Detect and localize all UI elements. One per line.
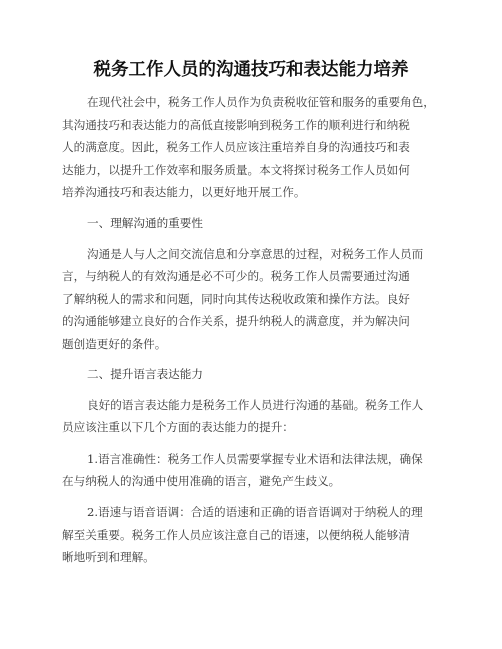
section1-line-2: 言，与纳税人的有效沟通是必不可少的。税务工作人员需要通过沟通 (62, 269, 410, 283)
section1-line-3: 了解纳税人的需求和问题，同时向其传达税收政策和操作方法。良好 (62, 292, 410, 306)
intro-line-1: 在现代社会中，税务工作人员作为负责税收征管和服务的重要角色， (87, 95, 435, 109)
section1-line-4: 的沟通能够建立良好的合作关系，提升纳税人的满意度，并为解决问 (62, 314, 410, 328)
section-heading-2: 二、提升语言表达能力 (87, 367, 203, 381)
section1-line-5: 题创造更好的条件。 (62, 337, 167, 351)
section1-line-1: 沟通是人与人之间交流信息和分享意思的过程，对税务工作人员而 (87, 247, 424, 261)
section-heading-1: 一、理解沟通的重要性 (87, 216, 203, 230)
intro-line-3: 人的满意度。因此，税务工作人员应该注重培养自身的沟通技巧和表 (62, 140, 410, 154)
intro-line-2: 其沟通技巧和表达能力的高低直接影响到税务工作的顺利进行和纳税 (62, 118, 410, 132)
section2-para1-line-2: 员应该注重以下几个方面的表达能力的提升： (62, 420, 294, 434)
section2-item1-line-1: 1.语言准确性：税务工作人员需要掌握专业术语和法律法规，确保 (87, 452, 423, 466)
document-title: 税务工作人员的沟通技巧和表达能力培养 (93, 60, 409, 80)
section2-item2-line-3: 晰地听到和理解。 (62, 550, 155, 564)
section2-para1-line-1: 良好的语言表达能力是税务工作人员进行沟通的基础。税务工作人 (87, 398, 424, 412)
intro-line-4: 达能力，以提升工作效率和服务质量。本文将探讨税务工作人员如何 (62, 163, 410, 177)
section2-item2-line-2: 解至关重要。税务工作人员应该注意自己的语速，以便纳税人能够清 (62, 528, 410, 542)
section2-item1-line-2: 在与纳税人的沟通中使用准确的语言，避免产生歧义。 (62, 474, 341, 488)
intro-line-5: 培养沟通技巧和表达能力，以更好地开展工作。 (62, 185, 306, 199)
section2-item2-line-1: 2.语速与语音语调：合适的语速和正确的语音语调对于纳税人的理 (87, 505, 423, 519)
